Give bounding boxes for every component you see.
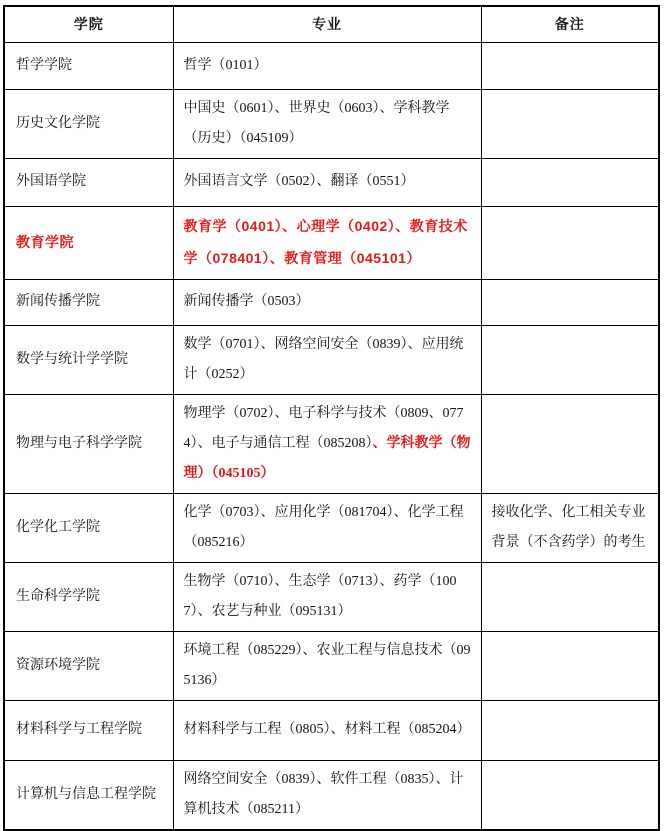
note-cell xyxy=(481,325,659,394)
major-segment: 教育学（0401）、心理学（0402）、教育技术学（078401）、教育管理（045101） xyxy=(183,217,468,266)
major-segment: 材料科学与工程（0805）、材料工程（085204） xyxy=(183,722,471,737)
college-cell xyxy=(4,89,173,158)
major-cell xyxy=(173,631,481,700)
major-segment: 生物学（0710）、生态学（0713）、药学（1007）、农艺与种业（095131） xyxy=(183,573,457,619)
major-cell xyxy=(173,89,481,158)
note-cell xyxy=(481,562,659,631)
column-header-major: 专业 xyxy=(173,6,481,42)
column-header-college: 学院 xyxy=(4,6,173,42)
major-cell xyxy=(173,279,481,325)
college-cell xyxy=(4,394,173,493)
note-cell xyxy=(481,279,659,325)
major-cell xyxy=(173,325,481,394)
major-cell xyxy=(173,562,481,631)
college-cell xyxy=(4,631,173,700)
table-row xyxy=(4,89,659,158)
college-name: 材料科学与工程学院 xyxy=(16,722,142,737)
college-cell xyxy=(4,158,173,206)
major-segment: 、学科教学（物理）（045105） xyxy=(183,435,471,481)
table-row xyxy=(4,42,659,89)
major-cell xyxy=(173,700,481,760)
college-name: 新闻传播学院 xyxy=(16,294,100,309)
college-name: 物理与电子科学学院 xyxy=(16,435,142,451)
college-cell xyxy=(4,493,173,562)
college-name: 资源环境学院 xyxy=(16,657,100,673)
major-segment: 化学（0703）、应用化学（081704）、化学工程（085216） xyxy=(183,504,464,550)
major-segment: 哲学（0101） xyxy=(183,57,268,73)
major-segment: 数学（0701）、网络空间安全（0839）、应用统计（0252） xyxy=(183,336,464,382)
table-row xyxy=(4,394,659,493)
college-name: 教育学院 xyxy=(16,233,74,250)
college-cell xyxy=(4,325,173,394)
major-segment: 物理学（0702）、电子科学与技术（0809、0774）、电子与通信工程（085208） xyxy=(183,405,464,451)
major-cell xyxy=(173,493,481,562)
note-cell xyxy=(481,89,659,158)
major-cell xyxy=(173,760,481,830)
major-cell xyxy=(173,394,481,493)
column-header-note: 备注 xyxy=(481,6,659,42)
college-cell xyxy=(4,562,173,631)
college-name: 生命科学学院 xyxy=(16,588,100,604)
major-segment: 环境工程（085229）、农业工程与信息技术（095136） xyxy=(183,642,471,688)
table-row xyxy=(4,325,659,394)
note-cell xyxy=(481,206,659,279)
note-cell xyxy=(481,631,659,700)
college-cell xyxy=(4,760,173,830)
college-cell xyxy=(4,206,173,279)
college-name: 化学化工学院 xyxy=(16,519,100,535)
college-name: 外国语学院 xyxy=(16,174,86,189)
college-name: 计算机与信息工程学院 xyxy=(16,786,156,802)
major-segment: 中国史（0601）、世界史（0603）、学科教学（历史）（045109） xyxy=(183,100,450,146)
college-name: 数学与统计学学院 xyxy=(16,351,128,367)
college-cell xyxy=(4,700,173,760)
note-cell xyxy=(481,42,659,89)
table-row xyxy=(4,493,659,562)
major-segment: 新闻传播学（0503） xyxy=(183,294,310,309)
table-row xyxy=(4,206,659,279)
note-cell xyxy=(481,700,659,760)
note-cell xyxy=(481,493,659,562)
note-text: 接收化学、化工相关专业背景（不含药学）的考生 xyxy=(491,504,646,550)
college-major-table xyxy=(3,5,660,831)
table-row xyxy=(4,279,659,325)
college-cell xyxy=(4,279,173,325)
note-cell xyxy=(481,158,659,206)
table-row xyxy=(4,760,659,830)
note-cell xyxy=(481,760,659,830)
college-name: 历史文化学院 xyxy=(16,115,100,131)
major-cell xyxy=(173,206,481,279)
note-cell xyxy=(481,394,659,493)
table-row xyxy=(4,631,659,700)
college-name: 哲学学院 xyxy=(16,57,72,73)
table-row xyxy=(4,700,659,760)
college-cell xyxy=(4,42,173,89)
table-row xyxy=(4,562,659,631)
table-header-row xyxy=(4,6,659,42)
table-row xyxy=(4,158,659,206)
major-segment: 网络空间安全（0839）、软件工程（0835）、计算机技术（085211） xyxy=(183,771,464,817)
major-cell xyxy=(173,42,481,89)
major-cell xyxy=(173,158,481,206)
major-segment: 外国语言文学（0502）、翻译（0551） xyxy=(183,174,415,189)
